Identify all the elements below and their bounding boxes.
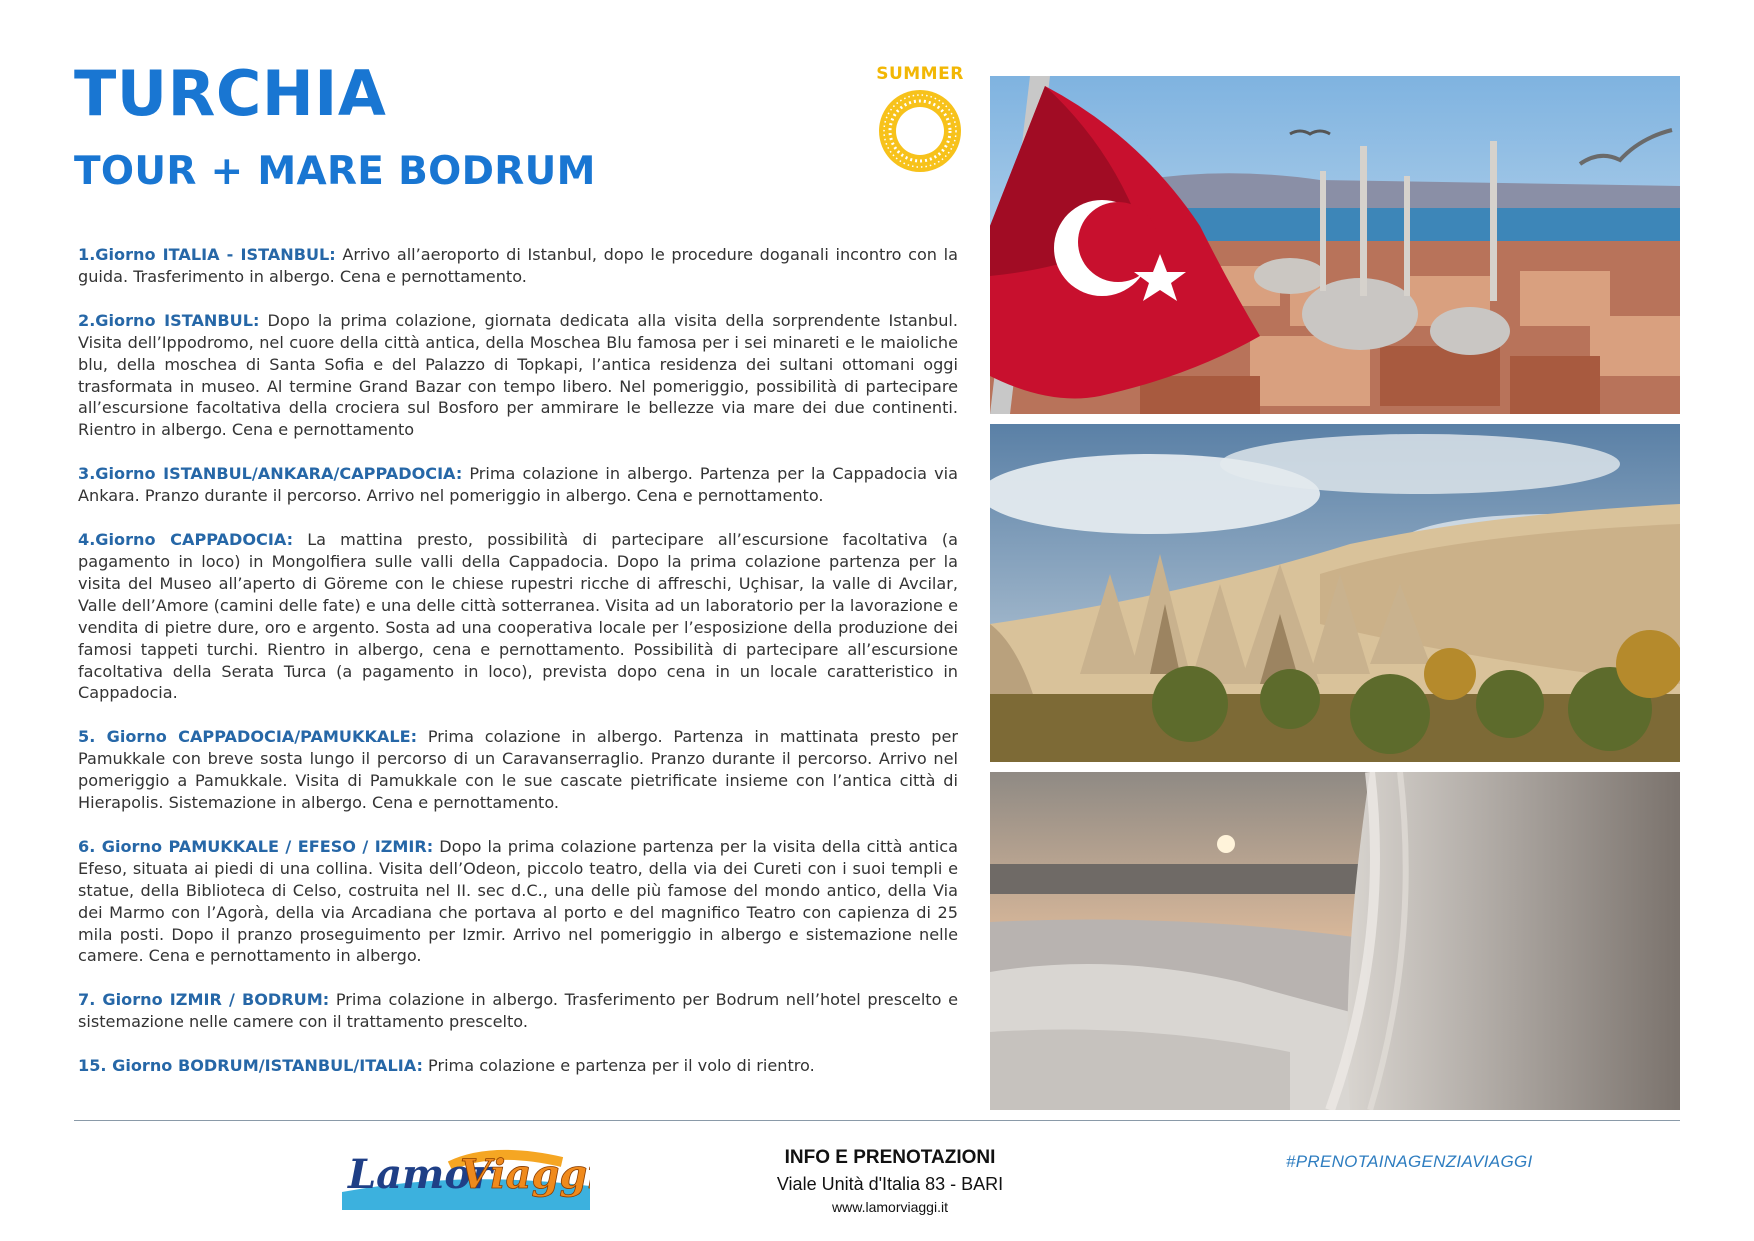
itinerary — [78, 244, 958, 1099]
day-heading: 1.Giorno ITALIA - ISTANBUL: — [78, 245, 336, 264]
day-text: Prima colazione in albergo. Partenza per la Cappadocia via Ankara. Pranzo durante il percorso. Arrivo nel pomeriggio in albergo. Cena e pernottamento. — [78, 464, 958, 506]
day-heading: 5. Giorno CAPPADOCIA/PAMUKKALE: — [78, 727, 418, 747]
day-heading: 6. Giorno PAMUKKALE / EFESO / IZMIR: — [78, 836, 434, 856]
footer-divider — [74, 1120, 1680, 1121]
day-text: Arrivo all’aeroporto di Istanbul, dopo le procedure doganali incontro con la guida. Trasferimento in albergo. Cena e pernottamento. — [78, 245, 958, 286]
contact-info — [760, 1145, 1020, 1217]
summer-badge — [872, 64, 968, 176]
page-subtitle: TOUR + MARE BODRUM — [74, 149, 596, 194]
day-heading: 15. Giorno BODRUM/ISTANBUL/ITALIA: — [78, 1056, 423, 1076]
contact-address: Viale Unità d'Italia 83 - BARI — [776, 1174, 1004, 1194]
itinerary-day — [78, 244, 958, 288]
contact-website[interactable]: www.lamorviaggi.it — [832, 1199, 948, 1215]
itinerary-day — [78, 463, 958, 507]
itinerary-day — [78, 726, 958, 814]
day-heading: 2.Giorno ISTANBUL: — [78, 310, 260, 330]
istanbul-flag-photo — [990, 76, 1680, 414]
contact-heading: INFO E PRENOTAZIONI — [784, 1147, 996, 1168]
summer-badge-label: SUMMER — [876, 64, 964, 84]
hashtag: #PRENOTAINAGENZIAVIAGGI — [1286, 1152, 1533, 1171]
itinerary-day — [78, 1055, 958, 1077]
pamukkale-photo — [990, 772, 1680, 1110]
cappadocia-photo — [990, 424, 1680, 762]
day-text: Dopo la prima colazione, giornata dedicata alla visita della sorprendente Istanbul. Visita dell’Ippodromo, nel cuore della città antica, della Moschea Blu famosa per i sei minareti e le maioliche blu, della moschea di Santa Sofia e del Palazzo di Topkapi, l’antica residenza dei sultani ottomani oggi trasformata in museo. Al termine Grand Bazar con tempo libero. Nel pomeriggio, possibilità di partecipare all’escursione facoltativa della crociera sul Bosforo per ammirare le bellezze via mare dei due continenti. Rientro in albergo. Cena e pernottamento — [78, 310, 958, 440]
itinerary-day — [78, 989, 958, 1033]
lamorviaggi-logo — [342, 1140, 590, 1210]
day-text: Prima colazione e partenza per il volo di rientro. — [422, 1056, 815, 1076]
itinerary-day — [78, 836, 958, 967]
day-heading: 3.Giorno ISTANBUL/ANKARA/CAPPADOCIA: — [78, 464, 463, 484]
day-heading: 7. Giorno IZMIR / BODRUM: — [78, 990, 330, 1010]
day-text: La mattina presto, possibilità di partecipare all’escursione facoltativa (a pagamento in loco) in Mongolfiera sulle valli della Cappadocia. Dopo la prima colazione partenza per la visita del Museo all’aperto di Göreme con le chiese rupestri ricche di affreschi, Uçhisar, la valle di Avcilar, Valle dell’Amore (camini delle fate) e una delle città sotterranea. Visita ad un laboratorio per la lavorazione e vendita di pietre dure, oro e argento. Sosta ad una cooperativa locale per l’esposizione della produzione dei famosi tappeti turchi. Rientro in albergo, cena e pernottamento. Possibilità di partecipare all’escursione facoltativa della Serata Turca (a pagamento in loco), prevista dopo cena in un locale caratteristico in Cappadocia. — [78, 530, 958, 703]
page-title: TURCHIA — [74, 57, 387, 130]
svg-text:Viaggi: Viaggi — [460, 1151, 590, 1198]
day-text: Prima colazione in albergo. Partenza in mattinata presto per Pamukkale con breve sosta lungo il percorso di un Caravanserraglio. Pranzo durante il percorso. Arrivo nel pomeriggio a Pamukkale. Visita di Pamukkale con le sue cascate pietrificate insieme con l’antica città di Hierapolis. Sistemazione in albergo. Cena e pernottamento. — [78, 727, 958, 813]
day-text: Prima colazione in albergo. Trasferimento per Bodrum nell’hotel prescelto e sistemazione nelle camere con il trattamento prescelto. — [78, 990, 959, 1032]
sun-icon — [877, 88, 963, 174]
itinerary-day — [78, 310, 958, 441]
day-heading: 4.Giorno CAPPADOCIA: — [78, 530, 294, 550]
svg-text:Lamor: Lamor — [348, 1151, 493, 1198]
itinerary-day — [78, 529, 958, 704]
day-text: Dopo la prima colazione partenza per la visita della città antica Efeso, situata ai piedi di una collina. Visita dell’Odeon, piccolo teatro, della via dei Cureti con i suoi templi e statue, della Biblioteca di Celso, costruita nel II. sec d.C., una delle più famose del mondo antico, della Via dei Marmo con l’Agorà, della via Arcadiana che portava al porto e del magnifico Teatro con capienza di 25 mila posti. Dopo il pranzo proseguimento per Izmir. Arrivo nel pomeriggio in albergo e sistemazione nelle camere. Cena e pernottamento in albergo. — [78, 836, 958, 966]
